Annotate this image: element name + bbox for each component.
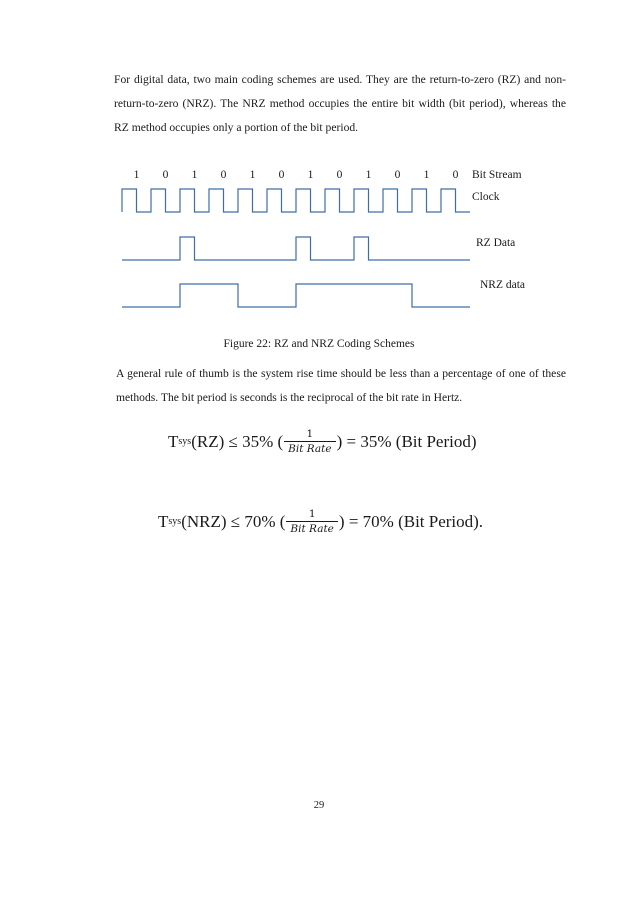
bit-value: 1 bbox=[365, 169, 372, 181]
eq-nrz-left: (NRZ) ≤ 70% ( bbox=[181, 511, 286, 531]
bit-value: 1 bbox=[307, 169, 314, 181]
eq-nrz-sub: sys bbox=[168, 516, 182, 527]
bit-value: 0 bbox=[162, 169, 169, 181]
figure-caption: Figure 22: RZ and NRZ Coding Schemes bbox=[223, 338, 415, 350]
rz-rise-time-equation bbox=[168, 428, 477, 455]
eq-rz-numerator: 1 bbox=[306, 428, 314, 440]
eq-nrz-t: T bbox=[158, 511, 169, 531]
eq-rz-sub: sys bbox=[178, 436, 192, 447]
bit-value: 0 bbox=[278, 169, 285, 181]
rz-data-label: RZ Data bbox=[476, 237, 516, 249]
nrz-rise-time-equation bbox=[158, 508, 483, 535]
nrz-data-waveform bbox=[122, 284, 470, 307]
clock-label: Clock bbox=[472, 191, 500, 203]
bit-value: 0 bbox=[394, 169, 401, 181]
eq-rz-t: T bbox=[168, 431, 179, 451]
eq-nrz-fraction bbox=[286, 508, 337, 535]
eq-nrz-right: ) = 70% (Bit Period). bbox=[338, 511, 484, 531]
bit-value: 1 bbox=[191, 169, 198, 181]
rz-data-waveform bbox=[122, 237, 470, 260]
eq-rz-right: ) = 35% (Bit Period) bbox=[336, 431, 477, 451]
rule-paragraph: A general rule of thumb is the system rise time should be less than a percentage of one of these methods. The bit period is seconds is the reciprocal of the bit rate in Hertz. bbox=[116, 367, 566, 404]
eq-rz-fraction bbox=[284, 428, 335, 455]
eq-rz-denominator: Bit Rate bbox=[284, 441, 335, 455]
bit-value: 1 bbox=[249, 169, 256, 181]
intro-paragraph: For digital data, two main coding schemes are used. They are the return-to-zero (RZ) and non-return-to-zero (NRZ). The NRZ method occupies the entire bit width (bit period), whereas the RZ method occupies only a portion of the bit period. bbox=[114, 73, 566, 134]
bit-value: 0 bbox=[336, 169, 343, 181]
clock-waveform bbox=[122, 189, 470, 212]
eq-nrz-denominator: Bit Rate bbox=[286, 521, 337, 535]
bit-value: 1 bbox=[133, 169, 140, 181]
eq-rz-left: (RZ) ≤ 35% ( bbox=[191, 431, 284, 451]
bit-stream-values bbox=[134, 169, 459, 181]
nrz-data-label: NRZ data bbox=[480, 279, 526, 291]
bit-value: 0 bbox=[220, 169, 227, 181]
eq-nrz-numerator: 1 bbox=[308, 508, 316, 520]
bit-stream-label: Bit Stream bbox=[472, 169, 522, 181]
page-number: 29 bbox=[313, 800, 325, 811]
coding-schemes-figure bbox=[0, 0, 638, 340]
bit-value: 1 bbox=[423, 169, 430, 181]
bit-value: 0 bbox=[452, 169, 459, 181]
